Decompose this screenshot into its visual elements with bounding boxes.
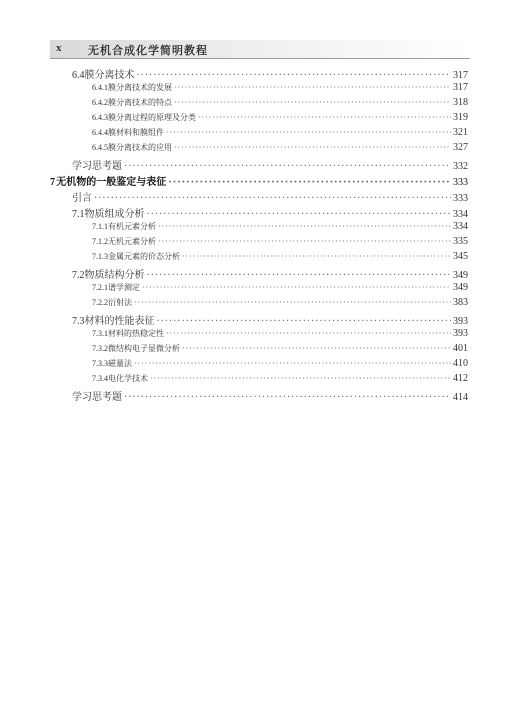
table-of-contents <box>50 66 468 404</box>
toc-entry-number: 7.1.3 <box>92 252 108 261</box>
toc-entry-page: 317 <box>453 70 468 81</box>
toc-entry-title: 物质组成分析 <box>84 209 145 220</box>
toc-entry <box>50 373 468 388</box>
toc-entry <box>50 312 468 328</box>
toc-entry <box>50 97 468 112</box>
dot-leader <box>94 193 451 204</box>
dot-leader <box>158 237 451 246</box>
toc-entry-title: 膜分离过程的原理及分类 <box>108 113 196 122</box>
toc-entry-page: 335 <box>453 236 468 247</box>
toc-entry-title: 膜分离技术的应用 <box>108 143 172 152</box>
toc-entry <box>50 127 468 142</box>
dot-leader <box>166 128 451 137</box>
dot-leader <box>142 283 451 292</box>
dot-leader <box>174 98 451 107</box>
dot-leader <box>182 344 451 353</box>
toc-entry <box>50 282 468 297</box>
toc-entry-title: 金属元素的价态分析 <box>108 252 180 261</box>
dot-leader <box>158 222 451 231</box>
dot-leader <box>166 329 451 338</box>
toc-entry-title: 膜分离技术的特点 <box>108 98 172 107</box>
toc-entry-title: 衍射法 <box>108 298 132 307</box>
toc-entry <box>50 82 468 97</box>
toc-entry-number: 6.4.3 <box>92 113 108 122</box>
dot-leader <box>174 143 451 152</box>
toc-entry-title: 材料的性能表征 <box>84 316 155 327</box>
toc-entry-number: 7.1.2 <box>92 237 108 246</box>
toc-entry-page: 318 <box>453 97 468 108</box>
running-header <box>50 40 470 60</box>
toc-entry-number: 7.3.3 <box>92 359 108 368</box>
toc-entry <box>50 297 468 312</box>
toc-entry <box>50 112 468 127</box>
dot-leader <box>157 316 452 327</box>
toc-entry-title: 无机元素分析 <box>108 237 156 246</box>
toc-entry-title: 膜分离技术 <box>84 70 135 81</box>
toc-entry-title: 材料的热稳定性 <box>108 329 164 338</box>
dot-leader <box>124 392 451 403</box>
toc-entry-title: 引言 <box>72 193 92 204</box>
toc-entry-number: 6.4.4 <box>92 128 108 137</box>
toc-entry-page: 334 <box>453 209 468 220</box>
toc-entry-page: 327 <box>453 142 468 153</box>
toc-entry-page: 412 <box>453 373 468 384</box>
toc-entry-page: 410 <box>453 358 468 369</box>
toc-entry <box>50 388 468 404</box>
dot-leader <box>168 177 451 188</box>
toc-entry-title: 谱学测定 <box>108 283 140 292</box>
toc-entry-page: 401 <box>453 343 468 354</box>
toc-entry-page: 349 <box>453 270 468 281</box>
toc-entry-title: 微结构电子显微分析 <box>108 344 180 353</box>
toc-entry-title: 有机元素分析 <box>108 222 156 231</box>
toc-entry-number: 6.4.5 <box>92 143 108 152</box>
toc-entry <box>50 343 468 358</box>
toc-entry <box>50 236 468 251</box>
toc-entry-number: 7.2.1 <box>92 283 108 292</box>
toc-entry-page: 334 <box>453 221 468 232</box>
header-page-number: x <box>56 42 62 54</box>
dot-leader <box>134 298 451 307</box>
toc-entry-page: 332 <box>453 161 468 172</box>
dot-leader <box>124 161 451 172</box>
toc-entry-page: 345 <box>453 251 468 262</box>
dot-leader <box>198 113 451 122</box>
dot-leader <box>182 252 451 261</box>
toc-entry-number: 7.1 <box>72 209 85 220</box>
header-rule <box>50 58 470 59</box>
toc-entry-number: 7.3.2 <box>92 344 108 353</box>
toc-entry <box>50 142 468 157</box>
toc-entry-page: 333 <box>453 177 468 188</box>
toc-entry-number: 7.1.1 <box>92 222 108 231</box>
toc-entry-title: 无机物的一般鉴定与表征 <box>56 177 167 188</box>
toc-entry-page: 319 <box>453 112 468 123</box>
toc-entry <box>50 189 468 205</box>
toc-entry <box>50 157 468 173</box>
toc-entry-page: 317 <box>453 82 468 93</box>
toc-entry-page: 321 <box>453 127 468 138</box>
toc-entry-number: 6.4.1 <box>92 83 108 92</box>
toc-entry-number: 7.3.4 <box>92 374 108 383</box>
toc-entry-title: 膜分离技术的发展 <box>108 83 172 92</box>
toc-entry <box>50 205 468 221</box>
dot-leader <box>174 83 451 92</box>
toc-entry <box>50 328 468 343</box>
toc-entry-title: 电化学技术 <box>108 374 148 383</box>
dot-leader <box>134 359 451 368</box>
toc-entry-title: 学习思考题 <box>72 392 122 403</box>
toc-entry-number: 6.4.2 <box>92 98 108 107</box>
toc-entry-number: 7.3.1 <box>92 329 108 338</box>
toc-entry-page: 333 <box>453 193 468 204</box>
toc-entry-title: 物质结构分析 <box>84 270 145 281</box>
toc-entry-page: 414 <box>453 392 468 403</box>
toc-entry-number: 7.2 <box>72 270 85 281</box>
toc-entry-page: 393 <box>453 316 468 327</box>
toc-entry-page: 349 <box>453 282 468 293</box>
toc-entry <box>50 358 468 373</box>
toc-entry <box>50 266 468 282</box>
toc-entry-page: 393 <box>453 328 468 339</box>
toc-entry-number: 7.2.2 <box>92 298 108 307</box>
dot-leader <box>137 70 452 81</box>
toc-entry-title: 磁量法 <box>108 359 132 368</box>
toc-entry-page: 383 <box>453 297 468 308</box>
toc-entry <box>50 251 468 266</box>
dot-leader <box>147 209 452 220</box>
toc-entry-title: 学习思考题 <box>72 161 122 172</box>
header-book-title: 无机合成化学简明教程 <box>88 44 208 57</box>
toc-entry <box>50 221 468 236</box>
toc-entry-title: 膜材料和膜组件 <box>108 128 164 137</box>
toc-entry <box>50 66 468 82</box>
toc-entry-number: 7.3 <box>72 316 85 327</box>
toc-entry <box>50 173 468 189</box>
dot-leader <box>150 374 451 383</box>
dot-leader <box>147 270 452 281</box>
toc-entry-number: 7 <box>50 177 55 188</box>
toc-entry-number: 6.4 <box>72 70 85 81</box>
